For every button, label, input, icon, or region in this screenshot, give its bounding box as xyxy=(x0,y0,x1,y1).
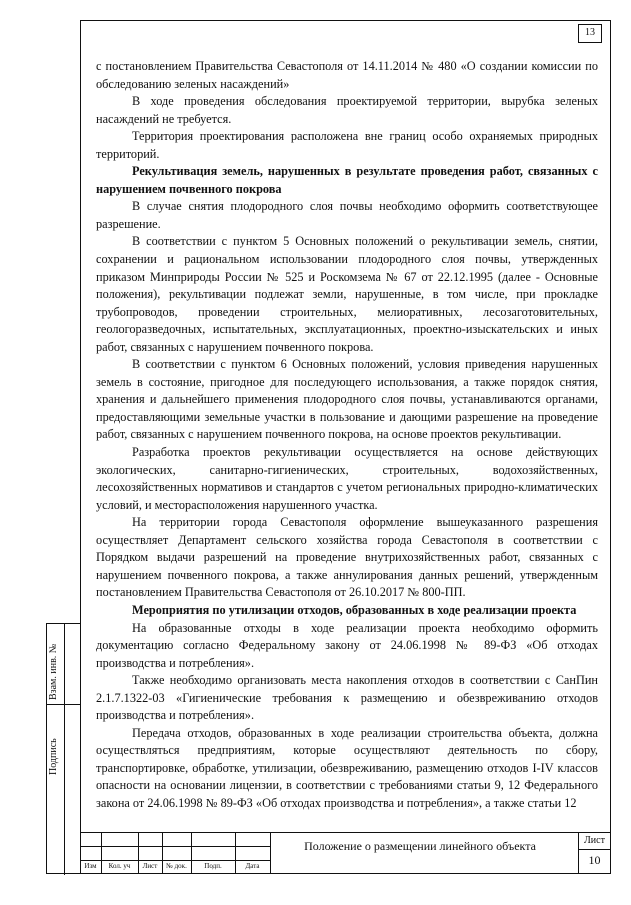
paragraph: В ходе проведения обследования проектируемой территории, вырубка зеленых насаждений не требуется. xyxy=(96,94,598,126)
section-heading: Мероприятия по утилизации отходов, образованных в ходе реализации проекта xyxy=(132,602,577,617)
top-sheet-number: 13 xyxy=(578,24,602,43)
title-block-sheet-label: Лист xyxy=(584,835,605,846)
paragraph: Территория проектирования расположена вне границ особо охраняемых природных территорий. xyxy=(96,129,598,161)
title-block-sheet-number: 10 xyxy=(588,853,601,867)
tb-col-kol-uch: Кол. уч xyxy=(108,862,131,870)
paragraph: Передача отходов, образованных в ходе реализации строительства объекта, должна осуществляться предприятиям, которые осуществляют деятельность по сбору, транспортировке, обработке, утилизации, обезвреживанию, размещению отходов I-IV классов опасности на основании лицензии, в соответствии с требованиями статьи 9, 12 Федерального закона от 24.06.1998 № 89-ФЗ «Об отходах производства и потребления», а также статьи 12 xyxy=(96,725,598,810)
tb-col-doc-no: № док. xyxy=(166,862,187,870)
paragraph: с постановлением Правительства Севастополя от 14.11.2014 № 480 «О создании комиссии по обследованию зеленых насаждений» xyxy=(96,59,598,91)
paragraph: Также необходимо организовать места накопления отходов в соответствии с СанПин 2.1.7.1322-03 «Гигиенические требования к размещению и обезвреживанию отходов производства и потребления». xyxy=(96,673,598,723)
paragraph: Разработка проектов рекультивации осуществляется на основе действующих экологических, санитарно-гигиенических, строительных, водохозяйственных, лесохозяйственных нормативов и стандартов с учетом региональных природно-климатических условий, и месторасположения нарушенного участка. xyxy=(96,445,598,512)
paragraph: В соответствии с пунктом 6 Основных положений, условия приведения нарушенных земель в состояние, пригодное для последующего использования, а также порядок снятия, хранения и дальнейшего применения плодородного слоя почвы, устанавливаются органами, предоставляющими земельные участки в пользование и дающими разрешение на проведение работ, связанных с нарушением почвенного покрова, на основе проектов рекультивации. xyxy=(96,357,598,442)
paragraph: На образованные отходы в ходе реализации проекта необходимо оформить документацию согласно Федеральному закону от 24.06.1998 № 89-ФЗ «Об отходах производства и потребления». xyxy=(96,620,598,670)
section-heading: Рекультивация земель, нарушенных в результате проведения работ, связанных с нарушением почвенного покрова xyxy=(96,164,598,196)
tb-col-list: Лист xyxy=(142,862,158,870)
tb-col-signature: Подп. xyxy=(204,862,222,870)
title-block-title: Положение о размещении линейного объекта xyxy=(304,839,536,853)
tb-col-date: Дата xyxy=(245,862,260,870)
paragraph: В соответствии с пунктом 5 Основных положений о рекультивации земель, снятии, сохранении и рациональном использовании плодородного слоя почвы, утвержденных приказом Минприроды России № 525 и Роскомзема № 67 от 22.12.1995 (далее - Основные положения), рекультивации подлежат земли, нарушенные, в том числе, при прокладке трубопроводов, проведении строительных, мелиоративных, лесозаготовительных, геологоразведочных, испытательных, эксплуатационных, проектно-изыскательских и иных работ, связанных с нарушением почвенного покрова. xyxy=(96,234,598,354)
side-label-signature: Подпись xyxy=(48,738,59,775)
tb-col-izm: Изм xyxy=(84,862,97,870)
paragraph: В случае снятия плодородного слоя почвы необходимо оформить соответствующее разрешение. xyxy=(96,199,598,231)
side-label-replace-inv: Взам. инв. № xyxy=(48,643,59,700)
paragraph: На территории города Севастополя оформление вышеуказанного разрешения осуществляет Департамент сельского хозяйства города Севастополя в соответствии с Порядком выдачи разрешений на проведение внутрихозяйственных работ, связанных с нарушением почвенного покрова, а также аннулирования данных решений, утвержденным постановлением Правительства Севастополя от 26.10.2017 № 800-ПП. xyxy=(96,515,598,600)
document-body xyxy=(96,58,598,813)
